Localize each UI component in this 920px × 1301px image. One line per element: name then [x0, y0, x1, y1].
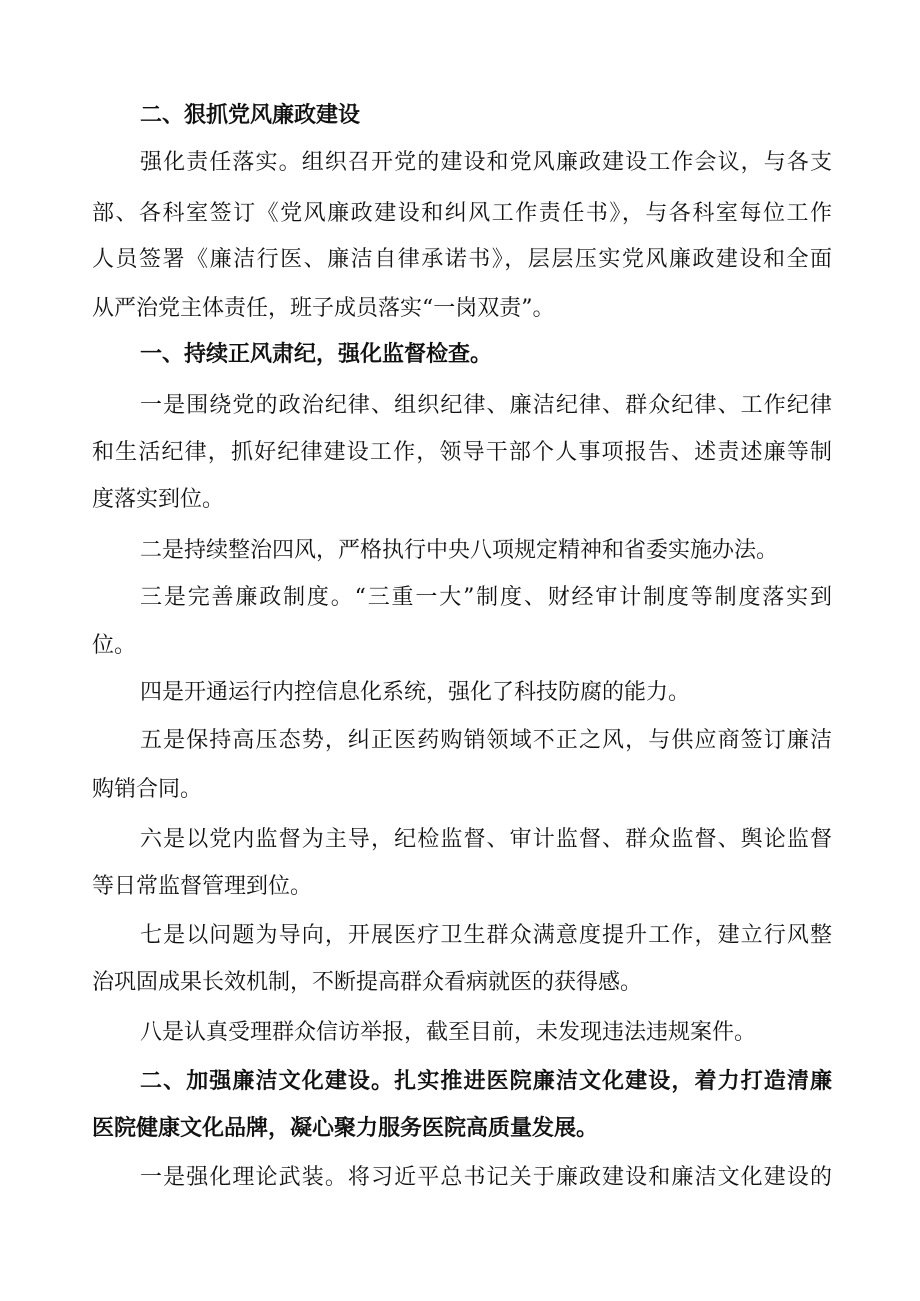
subsection-heading: 一、持续正风肃纪，强化监督检查。	[140, 342, 493, 367]
paragraph-line: 六是以党内监督为主导，纪检监督、审计监督、群众监督、舆论监督	[140, 827, 832, 852]
paragraph-line: 治巩固成果长效机制，不断提高群众看病就医的获得感。	[92, 970, 643, 995]
paragraph-line: 二是持续整治四风，严格执行中央八项规定精神和省委实施办法。	[140, 538, 779, 563]
paragraph-line: 八是认真受理群众信访举报，截至目前，未发现违法违规案件。	[140, 1020, 757, 1045]
paragraph-line: 七是以问题为导向，开展医疗卫生群众满意度提升工作，建立行风整	[140, 923, 832, 948]
paragraph-line: 度落实到位。	[92, 487, 225, 512]
section-heading: 医院健康文化品牌，凝心聚力服务医院高质量发展。	[92, 1116, 599, 1141]
paragraph-line: 强化责任落实。组织召开党的建设和党风廉政建设工作会议，与各支	[140, 150, 832, 175]
paragraph-line: 三是完善廉政制度。“三重一大”制度、财经审计制度等制度落实到	[140, 585, 832, 610]
paragraph-line: 一是围绕党的政治纪律、组织纪律、廉洁纪律、群众纪律、工作纪律	[140, 393, 832, 418]
paragraph-line: 从严治党主体责任，班子成员落实“一岗双责”。	[92, 296, 555, 321]
paragraph-line: 购销合同。	[92, 777, 203, 802]
section-heading: 二、加强廉洁文化建设。扎实推进医院廉洁文化建设，着力打造清廉	[140, 1069, 832, 1094]
paragraph-line: 位。	[92, 633, 137, 658]
paragraph-line: 部、各科室签订《党风廉政建设和纠风工作责任书》，与各科室每位工作	[92, 201, 832, 226]
paragraph-line: 一是强化理论武装。将习近平总书记关于廉政建设和廉洁文化建设的	[140, 1165, 832, 1190]
paragraph-line: 和生活纪律，抓好纪律建设工作，领导干部个人事项报告、述责述廉等制	[92, 440, 832, 465]
paragraph-line: 人员签署《廉洁行医、廉洁自律承诺书》，层层压实党风廉政建设和全面	[92, 247, 832, 272]
section-heading: 二、狠抓党风廉政建设	[140, 103, 361, 128]
paragraph-line: 四是开通运行内控信息化系统，强化了科技防腐的能力。	[140, 680, 691, 705]
paragraph-line: 等日常监督管理到位。	[92, 874, 313, 899]
paragraph-line: 五是保持高压态势，纠正医药购销领域不正之风，与供应商签订廉洁	[140, 728, 832, 753]
